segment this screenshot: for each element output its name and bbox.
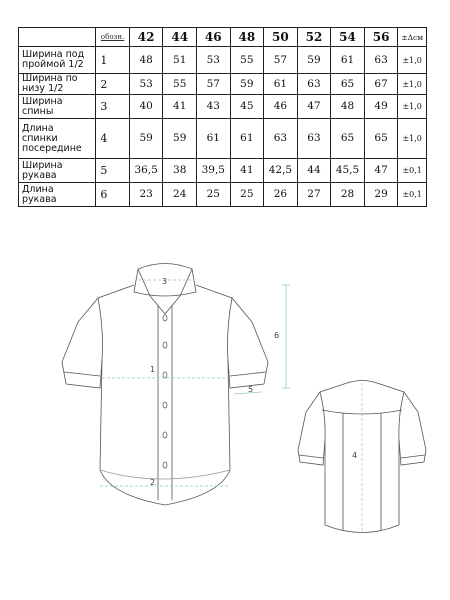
size-value-cell: 49 <box>364 95 398 119</box>
size-value-cell: 47 <box>364 159 398 183</box>
size-value-cell: 29 <box>364 183 398 207</box>
size-value-cell: 65 <box>331 74 365 95</box>
size-value-cell: 59 <box>129 119 163 159</box>
measurement-label: Ширина под проймой 1/2 <box>19 47 96 74</box>
measurement-label: Длина рукава <box>19 183 96 207</box>
size-value-cell: 42,5 <box>264 159 298 183</box>
marker-1: 1 <box>150 365 156 374</box>
header-size-cell: 52 <box>297 28 331 47</box>
size-value-cell: 45,5 <box>331 159 365 183</box>
size-value-cell: 67 <box>364 74 398 95</box>
tolerance-cell: ±1,0 <box>398 119 427 159</box>
size-value-cell: 36,5 <box>129 159 163 183</box>
size-value-cell: 24 <box>163 183 197 207</box>
measurement-label: Ширина рукава <box>19 159 96 183</box>
size-value-cell: 61 <box>264 74 298 95</box>
size-value-cell: 63 <box>264 119 298 159</box>
size-value-cell: 27 <box>297 183 331 207</box>
size-value-cell: 57 <box>197 74 231 95</box>
size-value-cell: 23 <box>129 183 163 207</box>
size-value-cell: 40 <box>129 95 163 119</box>
size-value-cell: 63 <box>364 47 398 74</box>
size-value-cell: 41 <box>230 159 264 183</box>
size-value-cell: 61 <box>197 119 231 159</box>
header-size-cell: 48 <box>230 28 264 47</box>
measurement-code: 6 <box>96 183 130 207</box>
size-value-cell: 48 <box>129 47 163 74</box>
size-value-cell: 44 <box>297 159 331 183</box>
size-value-cell: 61 <box>230 119 264 159</box>
size-value-cell: 55 <box>163 74 197 95</box>
tolerance-cell: ±1,0 <box>398 47 427 74</box>
measurement-code: 5 <box>96 159 130 183</box>
header-size-cell: 56 <box>364 28 398 47</box>
size-value-cell: 48 <box>331 95 365 119</box>
marker-3: 3 <box>162 277 168 286</box>
header-size-cell: 42 <box>129 28 163 47</box>
size-value-cell: 53 <box>129 74 163 95</box>
header-size-cell: 44 <box>163 28 197 47</box>
marker-4: 4 <box>352 451 358 460</box>
header-code-cell: обозн. <box>96 28 130 47</box>
measurement-code: 2 <box>96 74 130 95</box>
tolerance-cell: ±1,0 <box>398 74 427 95</box>
size-value-cell: 55 <box>230 47 264 74</box>
size-value-cell: 59 <box>163 119 197 159</box>
size-value-cell: 59 <box>230 74 264 95</box>
header-tolerance-cell: ±Δсм <box>398 28 427 47</box>
size-value-cell: 61 <box>331 47 365 74</box>
measurement-code: 3 <box>96 95 130 119</box>
measurement-label: Ширина спины <box>19 95 96 119</box>
header-size-cell: 50 <box>264 28 298 47</box>
size-value-cell: 46 <box>264 95 298 119</box>
size-value-cell: 59 <box>297 47 331 74</box>
measurement-label: Ширина по низу 1/2 <box>19 74 96 95</box>
tolerance-cell: ±0,1 <box>398 159 427 183</box>
size-value-cell: 25 <box>230 183 264 207</box>
size-value-cell: 28 <box>331 183 365 207</box>
marker-2: 2 <box>150 478 156 487</box>
size-value-cell: 47 <box>297 95 331 119</box>
size-value-cell: 41 <box>163 95 197 119</box>
tolerance-cell: ±1,0 <box>398 95 427 119</box>
measurement-code: 4 <box>96 119 130 159</box>
front-buttons <box>163 315 167 468</box>
size-value-cell: 65 <box>364 119 398 159</box>
size-value-cell: 57 <box>264 47 298 74</box>
size-value-cell: 65 <box>331 119 365 159</box>
front-measure-lines <box>100 280 290 486</box>
marker-5: 5 <box>248 385 254 394</box>
size-value-cell: 63 <box>297 119 331 159</box>
size-value-cell: 51 <box>163 47 197 74</box>
header-size-cell: 54 <box>331 28 365 47</box>
size-value-cell: 53 <box>197 47 231 74</box>
size-value-cell: 43 <box>197 95 231 119</box>
tolerance-cell: ±0,1 <box>398 183 427 207</box>
size-value-cell: 45 <box>230 95 264 119</box>
size-value-cell: 38 <box>163 159 197 183</box>
size-value-cell: 63 <box>297 74 331 95</box>
measurement-label: Длина спинки посередине <box>19 119 96 159</box>
front-shirt-outline <box>62 264 268 506</box>
size-value-cell: 26 <box>264 183 298 207</box>
marker-6: 6 <box>274 331 280 340</box>
header-size-cell: 46 <box>197 28 231 47</box>
size-value-cell: 25 <box>197 183 231 207</box>
size-value-cell: 39,5 <box>197 159 231 183</box>
measurement-code: 1 <box>96 47 130 74</box>
